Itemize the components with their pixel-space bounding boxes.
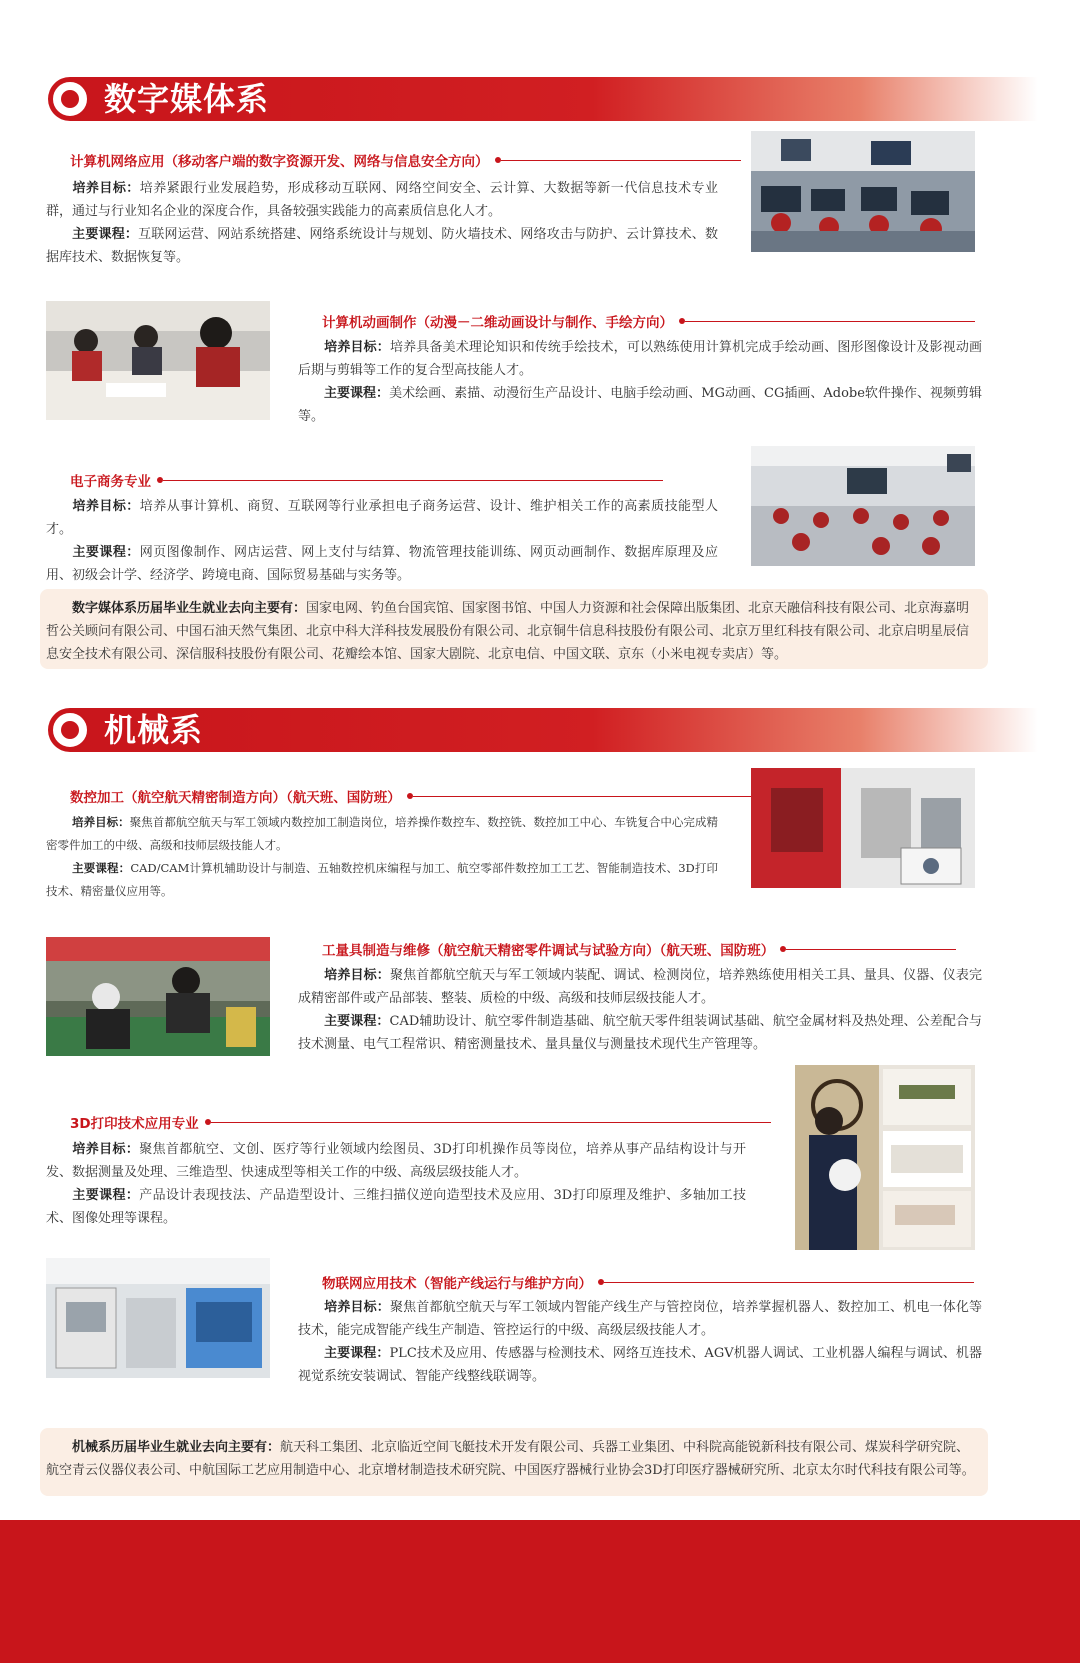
drawing-class-photo — [46, 301, 270, 420]
major-description: 培养目标：聚焦首都航空航天与军工领域内数控加工制造岗位，培养操作数控车、数控铣、数控加工中心、车铣复合中心完成精密零件加工的中级、高级和技师层级技能人才。 主要课程：CAD/CAM计算机辅助设计与制造、五轴数控机床编程与加工、航空零部件数控加工工艺、智能制造技术、3D打印技术、精密量仪应用等。 — [46, 815, 719, 898]
section-header-digital-media — [48, 77, 1038, 121]
major-title: 数控加工（航空航天精密制造方向）（航天班、国防班） — [70, 786, 758, 806]
major-description: 培养目标：培养紧跟行业发展趋势，形成移动互联网、网络空间安全、云计算、大数据等新一代信息技术专业群，通过与行业知名企业的深度合作，具备较强实践能力的高素质信息化人才。 主要课程：互联网运营、网站系统搭建、网络系统设计与规划、防火墙技术、网络攻击与防护、云计算技术、数据库技术、数据恢复等。 — [46, 181, 718, 265]
major-description: 培养目标：培养从事计算机、商贸、互联网等行业承担电子商务运营、设计、维护相关工作的高素质技能型人才。 主要课程：网页图像制作、网店运营、网上支付与结算、物流管理技能训练、网页动画制作、数据库原理及应用、初级会计学、经济学、跨境电商、国际贸易基础与实务等。 — [46, 499, 718, 583]
major-title: 工量具制造与维修（航空航天精密零件调试与试验方向）（航天班、国防班） — [322, 939, 956, 959]
major-description: 培养目标：培养具备美术理论知识和传统手绘技术，可以熟练使用计算机完成手绘动画、图形图像设计及影视动画后期与剪辑等工作的复合型高技能人才。 主要课程：美术绘画、素描、动漫衍生产品设计、电脑手绘动画、MG动画、CG插画、Adobe软件操作、视频剪辑等。 — [298, 340, 982, 424]
ecommerce-classroom-photo — [751, 446, 975, 566]
major-title: 电子商务专业 — [70, 470, 663, 490]
iot-production-line-photo — [46, 1258, 270, 1378]
workshop-students-photo — [46, 937, 270, 1056]
cnc-machine-photo — [751, 768, 975, 888]
computer-lab-photo — [751, 131, 975, 252]
section-header-mechanical — [48, 708, 1038, 752]
major-description: 培养目标：聚焦首都航空、文创、医疗等行业领域内绘图员、3D打印机操作员等岗位，培养从事产品结构设计与开发、数据测量及处理、三维造型、快速成型等相关工作的中级、高级层级技能人才。 主要课程：产品设计表现技法、产品造型设计、三维扫描仪逆向造型技术及应用、3D打印原理及维护、多轴加工技术、图像处理等课程。 — [46, 1142, 746, 1226]
major-description: 培养目标：聚焦首都航空航天与军工领域内装配、调试、检测岗位，培养熟练使用相关工具、量具、仪器、仪表完成精密部件或产品部装、整装、质检的中级、高级和技师层级技能人才。 主要课程：CAD辅助设计、航空零件制造基础、航空航天零件组装调试基础、航空金属材料及热处理、公差配合与技术测量、电气工程常识、精密测量技术、量具量仪与测量技术现代生产管理等。 — [298, 968, 982, 1052]
section-title: 数字媒体系 — [104, 80, 270, 118]
major-title: 3D打印技术应用专业 — [70, 1112, 771, 1132]
section-title: 机械系 — [104, 711, 204, 749]
major-description: 培养目标：聚焦首都航空航天与军工领域内智能产线生产与管控岗位，培养掌握机器人、数控加工、机电一体化等技术，能完成智能产线生产制造、管控运行的中级、高级层级技能人才。 主要课程：PLC技术及应用、传感器与检测技术、网络互连技术、AGV机器人调试、工业机器人编程与调试、机器视觉系统安装调试、智能产线整线联调等。 — [298, 1300, 982, 1384]
employment-box: 数字媒体系历届毕业生就业去向主要有：国家电网、钓鱼台国宾馆、国家图书馆、中国人力资源和社会保障出版集团、北京天融信科技有限公司、北京海嘉明哲公关顾问有限公司、中国石油天然气集团、北京中科大洋科技发展股份有限公司、北京铜牛信息科技股份有限公司、北京万里红科技有限公司、北京启明星辰信息安全技术有限公司、深信服科技股份有限公司、花瓣绘本馆、国家大剧院、北京电信、中国文联、京东（小米电视专卖店）等。 — [40, 589, 988, 669]
footer-bar — [0, 1520, 1080, 1663]
section-bullet-icon — [50, 79, 90, 119]
section-bullet-icon — [50, 710, 90, 750]
employment-box: 机械系历届毕业生就业去向主要有：航天科工集团、北京临近空间飞艇技术开发有限公司、兵器工业集团、中科院高能锐新科技有限公司、煤炭科学研究院、航空青云仪器仪表公司、中航国际工艺应用制造中心、北京增材制造技术研究院、中国医疗器械行业协会3D打印医疗器械研究所、北京太尔时代科技有限公司等。 — [40, 1428, 988, 1496]
major-title: 物联网应用技术（智能产线运行与维护方向） — [322, 1272, 974, 1292]
major-title: 计算机动画制作（动漫－二维动画设计与制作、手绘方向） — [322, 311, 975, 331]
3d-printing-teacher-photo — [795, 1065, 975, 1250]
major-title: 计算机网络应用（移动客户端的数字资源开发、网络与信息安全方向） — [70, 150, 741, 170]
